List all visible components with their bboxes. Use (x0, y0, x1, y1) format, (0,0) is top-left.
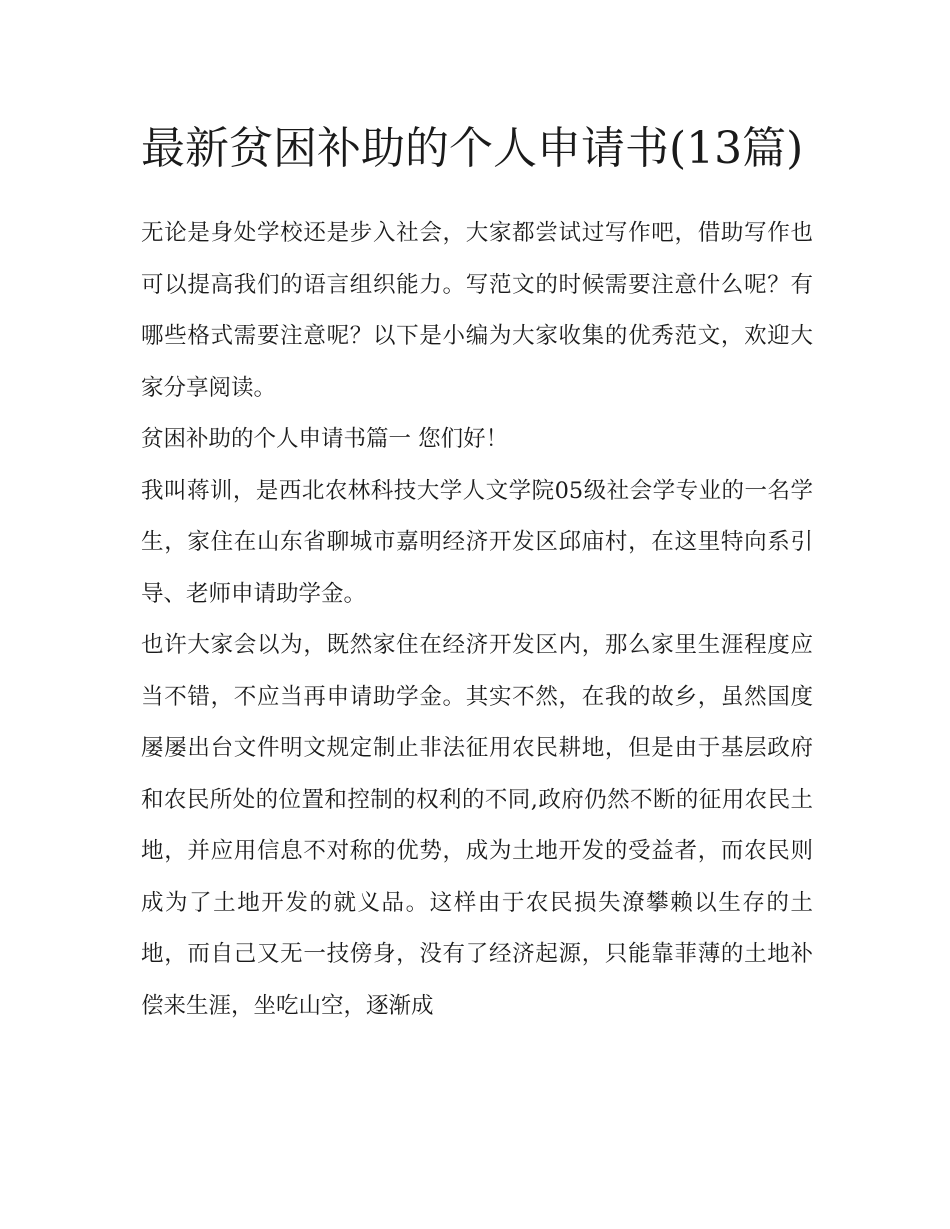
section-heading-paragraph: 贫困补助的个人申请书篇一 您们好！ (141, 426, 509, 452)
body-paragraph: 我叫蒋训，是西北农林科技大学人文学院05级社会学专业的一名学生，家住在山东省聊城市嘉明经济开发区邱庙村，在这里特向系引导、老师申请助学金。 (141, 477, 813, 607)
intro-paragraph: 无论是身处学校还是步入社会，大家都尝试过写作吧，借助写作也可以提高我们的语言组织能力。写范文的时候需要注意什么呢？有哪些格式需要注意呢？以下是小编为大家收集的优秀范文，欢迎大家分享阅读。 (141, 220, 813, 401)
document-body (141, 208, 813, 1032)
body-paragraph: 也许大家会以为，既然家住在经济开发区内，那么家里生涯程度应当不错，不应当再申请助学金。其实不然，在我的故乡，虽然国度屡屡出台文件明文规定制止非法征用农民耕地，但是由于基层政府和农民所处的位置和控制的权利的不同,政府仍然不断的征用农民土地，并应用信息不对称的优势，成为土地开发的受益者，而农民则成为了土地开发的就义品。这样由于农民损失潦攀赖以生存的土地，而自己又无一技傍身，没有了经济起源，只能靠菲薄的土地补偿来生涯，坐吃山空，逐渐成 (141, 632, 813, 1019)
document-content (141, 112, 813, 1032)
document-title: 最新贫困补助的个人申请书(13篇) (141, 123, 804, 174)
